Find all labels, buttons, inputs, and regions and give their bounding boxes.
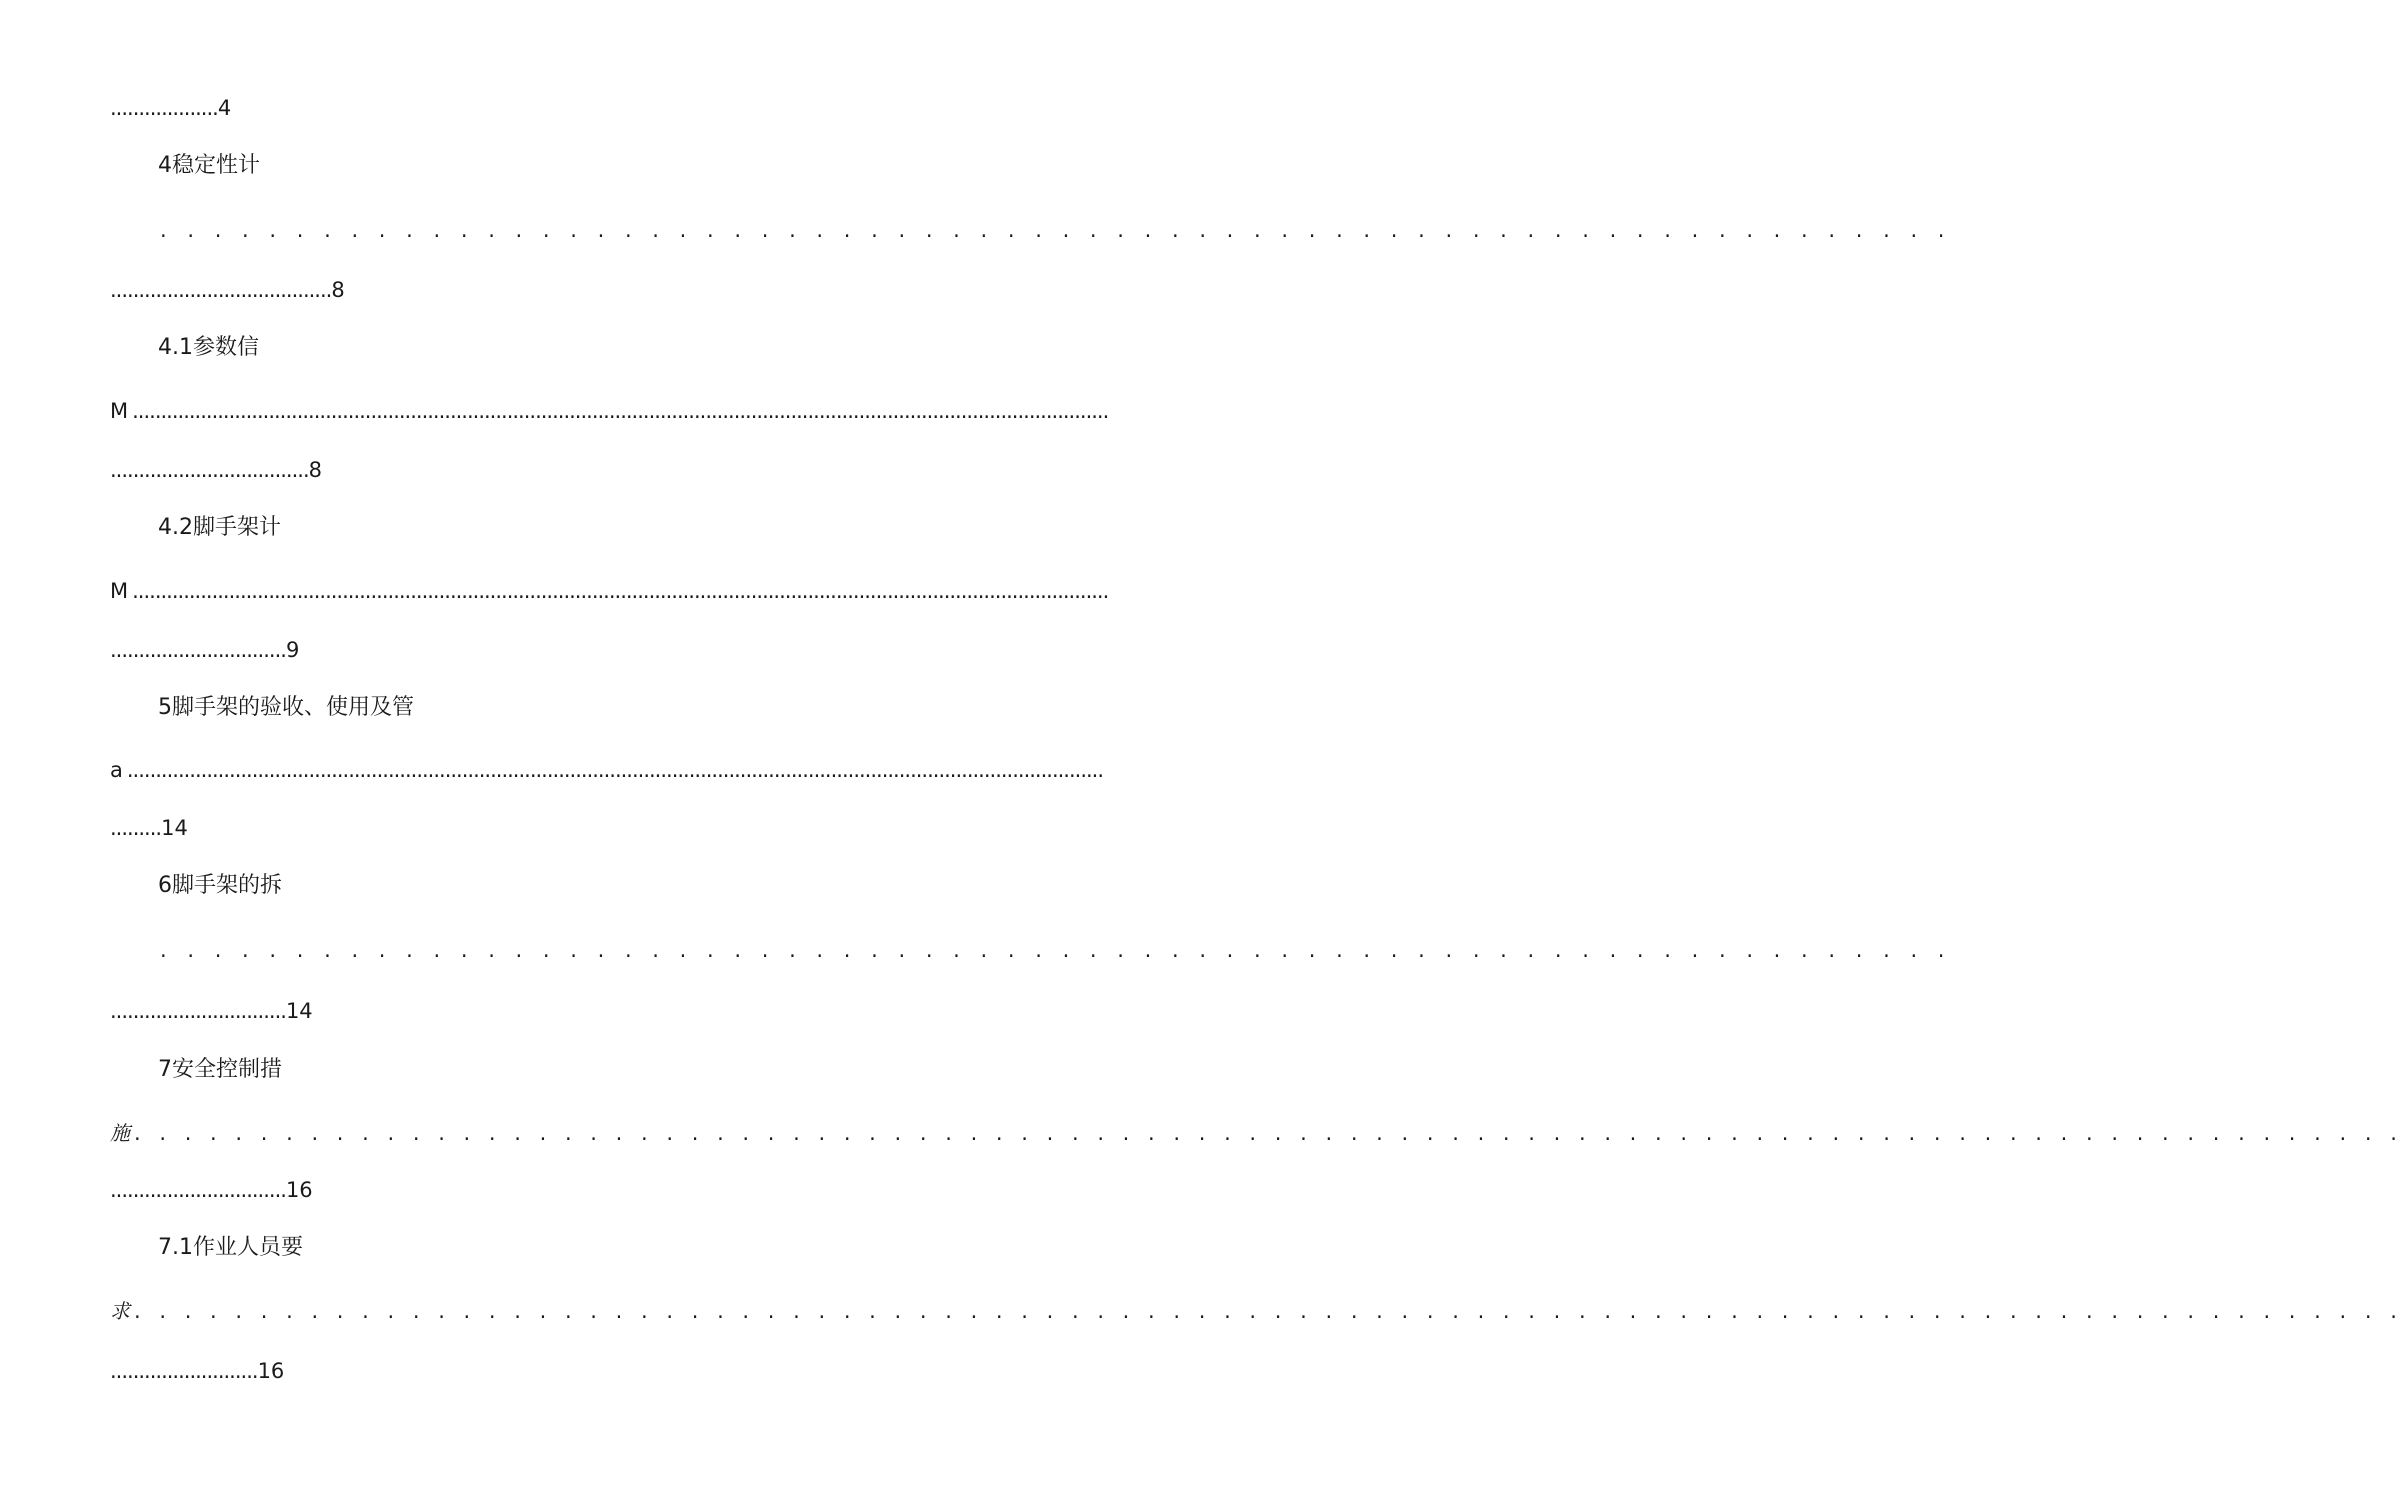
- entry-lead-char: M: [110, 579, 129, 603]
- entry-lead-char: a: [110, 758, 123, 782]
- toc-entry-heading: 4.2脚手架计: [158, 515, 281, 540]
- toc-entry-continuation: [110, 577, 1109, 605]
- page-number: 14: [285, 999, 313, 1023]
- entry-lead-char: 施: [110, 1121, 130, 1145]
- toc-entry-heading: 5脚手架的验收、使用及管: [158, 695, 414, 720]
- toc-page-ref: [110, 456, 322, 484]
- toc-entry-continuation: [110, 1119, 2403, 1147]
- toc-entry-heading: 7安全控制措: [158, 1057, 282, 1082]
- toc-entry-continuation: [110, 756, 1104, 784]
- toc-entry-heading: 7.1作业人员要: [158, 1235, 303, 1260]
- leader-dots: .........: [110, 816, 162, 840]
- toc-page-ref: [110, 94, 231, 122]
- leader-dots-line: . . . . . . . . . . . . . . . . . . . . . . . . . . . . . . . . . . . . . . . . . . . . . . . . . . . . . . . . . . . . . . . . . .: [160, 218, 1952, 242]
- leader-dots: ............................................................................................................................................................................: [126, 758, 1104, 782]
- page-number: 16: [257, 1359, 285, 1383]
- leader-dots: ...............................: [110, 1178, 286, 1202]
- toc-page-ref: [110, 1176, 313, 1204]
- toc-page-ref: [110, 997, 313, 1025]
- toc-page-ref: [110, 814, 188, 842]
- toc-page-ref: [110, 1357, 284, 1385]
- leader-dots: . . . . . . . . . . . . . . . . . . . . . . . . . . . . . . . . . . . . . . . . . . . . . . . . . . . . . . . . . . . . . . . . . . . . . . . . . . . . . . . . . . . . . . . . . .: [134, 1299, 2403, 1323]
- toc-page-ref: [110, 276, 345, 304]
- leader-dots: ...................................: [110, 458, 309, 482]
- leader-dots-line: . . . . . . . . . . . . . . . . . . . . . . . . . . . . . . . . . . . . . . . . . . . . . . . . . . . . . . . . . . . . . . . . . .: [160, 938, 1952, 962]
- page-number: 16: [285, 1178, 313, 1202]
- leader-dots: .......................................: [110, 278, 332, 302]
- page-number: 9: [285, 638, 300, 662]
- toc-entry-continuation: [110, 397, 1109, 425]
- leader-dots: ............................................................................................................................................................................: [132, 399, 1109, 423]
- toc-entry-heading: 4.1参数信: [158, 335, 259, 360]
- leader-dots: ...............................: [110, 999, 286, 1023]
- leader-dots: ...............................: [110, 638, 286, 662]
- leader-dots: ...................: [110, 96, 218, 120]
- toc-entry-heading: 4稳定性计: [158, 153, 260, 178]
- page-number: 14: [161, 816, 188, 840]
- toc-page-ref: [110, 636, 299, 664]
- leader-dots: ............................................................................................................................................................................: [132, 579, 1109, 603]
- page-number: 4: [217, 96, 232, 120]
- entry-lead-char: M: [110, 399, 129, 423]
- toc-entry-heading: 6脚手架的拆: [158, 873, 282, 898]
- page-number: 8: [331, 278, 345, 302]
- page-number: 8: [308, 458, 323, 482]
- toc-entry-continuation: [110, 1297, 2403, 1325]
- leader-dots: ..........................: [110, 1359, 258, 1383]
- leader-dots: . . . . . . . . . . . . . . . . . . . . . . . . . . . . . . . . . . . . . . . . . . . . . . . . . . . . . . . . . . . . . . . . . . . . . . . . . . . . . . . . . . . . . . . . . .: [134, 1121, 2403, 1145]
- entry-lead-char: 求: [110, 1299, 130, 1323]
